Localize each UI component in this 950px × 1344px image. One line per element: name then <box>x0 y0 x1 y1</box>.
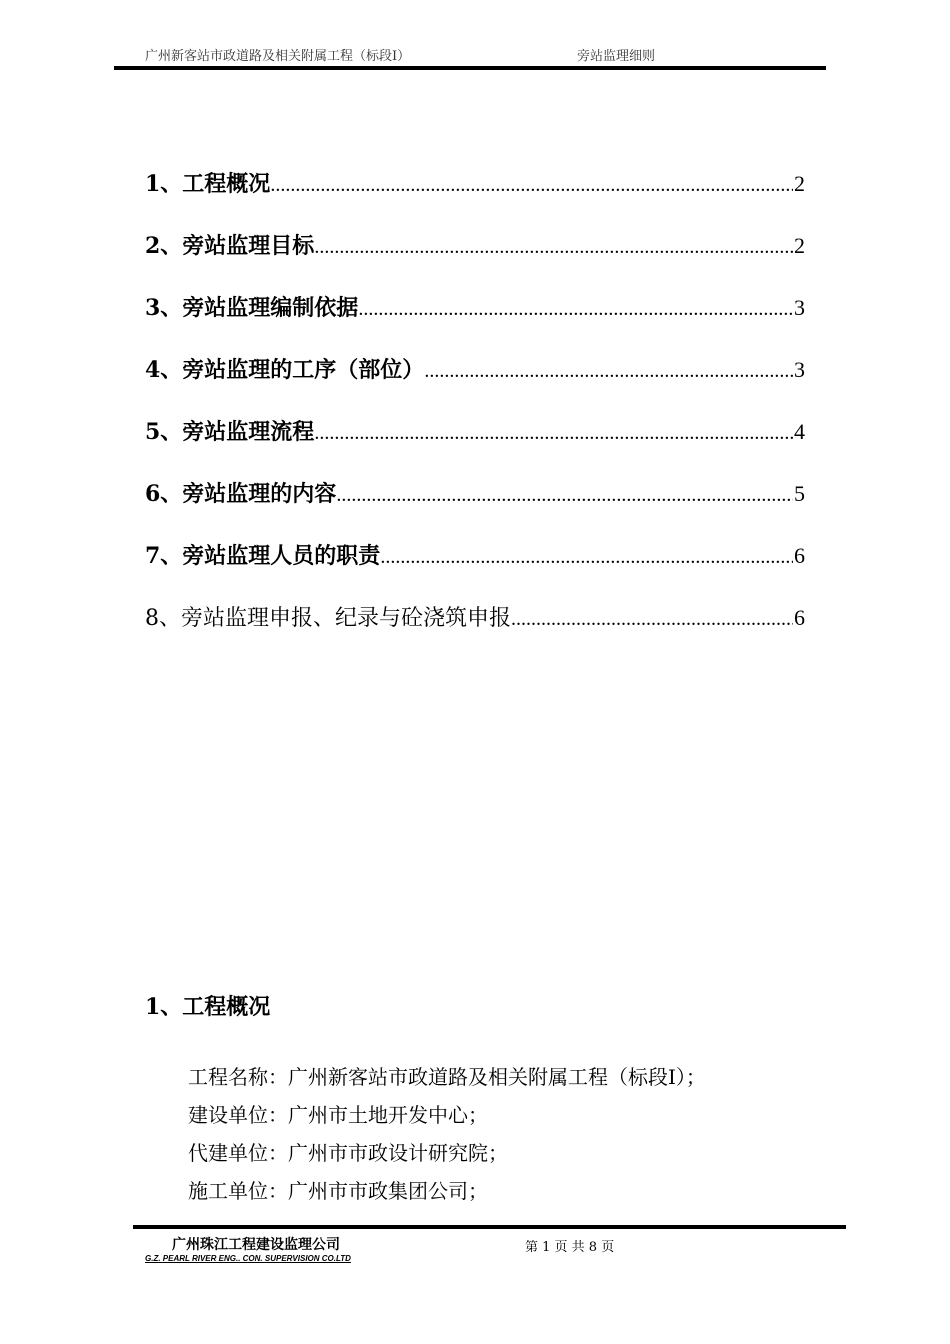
toc-entry[interactable] <box>145 230 805 262</box>
toc-entry-title: 7、旁站监理人员的职责 <box>145 543 381 569</box>
client-line: 建设单位：广州市土地开发中心； <box>188 1103 488 1127</box>
toc-entry-page: 3 <box>794 357 805 382</box>
footer-company-name: 广州珠江工程建设监理公司 <box>172 1237 340 1253</box>
toc-entry[interactable] <box>145 602 805 634</box>
header-divider <box>114 66 826 70</box>
toc-entry[interactable] <box>145 478 805 510</box>
toc-entry[interactable] <box>145 540 805 572</box>
toc-entry-page: 2 <box>794 233 805 258</box>
toc-entry-title: 2、旁站监理目标 <box>145 233 315 259</box>
toc-entry[interactable] <box>145 416 805 448</box>
toc-entry-title: 1、工程概况 <box>145 171 271 197</box>
toc-entry-page: 2 <box>794 171 805 196</box>
header-document-title: 旁站监理细则 <box>577 49 656 64</box>
toc-entry-title: 5、旁站监理流程 <box>145 419 315 445</box>
footer-page-number: 第 1 页 共 8 页 <box>525 1240 615 1255</box>
footer-divider <box>133 1225 846 1229</box>
toc-entry-page: 4 <box>794 419 805 444</box>
toc-leader-dots <box>314 417 793 449</box>
agent-builder-line: 代建单位：广州市市政设计研究院； <box>188 1141 508 1165</box>
toc-entry-title: 6、旁站监理的内容 <box>145 481 337 507</box>
project-name-line: 工程名称：广州新客站市政道路及相关附属工程（标段Ⅰ）； <box>188 1065 706 1089</box>
toc-leader-dots <box>511 603 793 635</box>
toc-entry-title: 8、旁站监理申报、纪录与砼浇筑申报 <box>145 606 511 631</box>
toc-entry-page: 6 <box>794 605 805 630</box>
toc-leader-dots <box>358 293 793 325</box>
header-project-title: 广州新客站市政道路及相关附属工程（标段Ⅰ） <box>145 49 411 64</box>
toc-leader-dots <box>380 541 793 573</box>
toc-entry-page: 3 <box>794 295 805 320</box>
toc-entry[interactable] <box>145 292 805 324</box>
footer-company-english: G.Z. PEARL RIVER ENG.. CON. SUPERVISION CO.LTD <box>145 1254 351 1263</box>
contractor-line: 施工单位：广州市市政集团公司； <box>188 1179 488 1203</box>
toc-leader-dots <box>270 169 793 201</box>
toc-entry-title: 3、旁站监理编制依据 <box>145 295 359 321</box>
toc-entry[interactable] <box>145 354 805 386</box>
toc-entry-page: 6 <box>794 543 805 568</box>
section-heading: 1、工程概况 <box>145 994 271 1020</box>
toc-entry-title: 4、旁站监理的工序（部位） <box>145 357 425 383</box>
toc-leader-dots <box>424 355 793 387</box>
toc-leader-dots <box>336 479 793 511</box>
toc-entry[interactable] <box>145 168 805 200</box>
toc-leader-dots <box>314 231 793 263</box>
toc-entry-page: 5 <box>794 481 805 506</box>
